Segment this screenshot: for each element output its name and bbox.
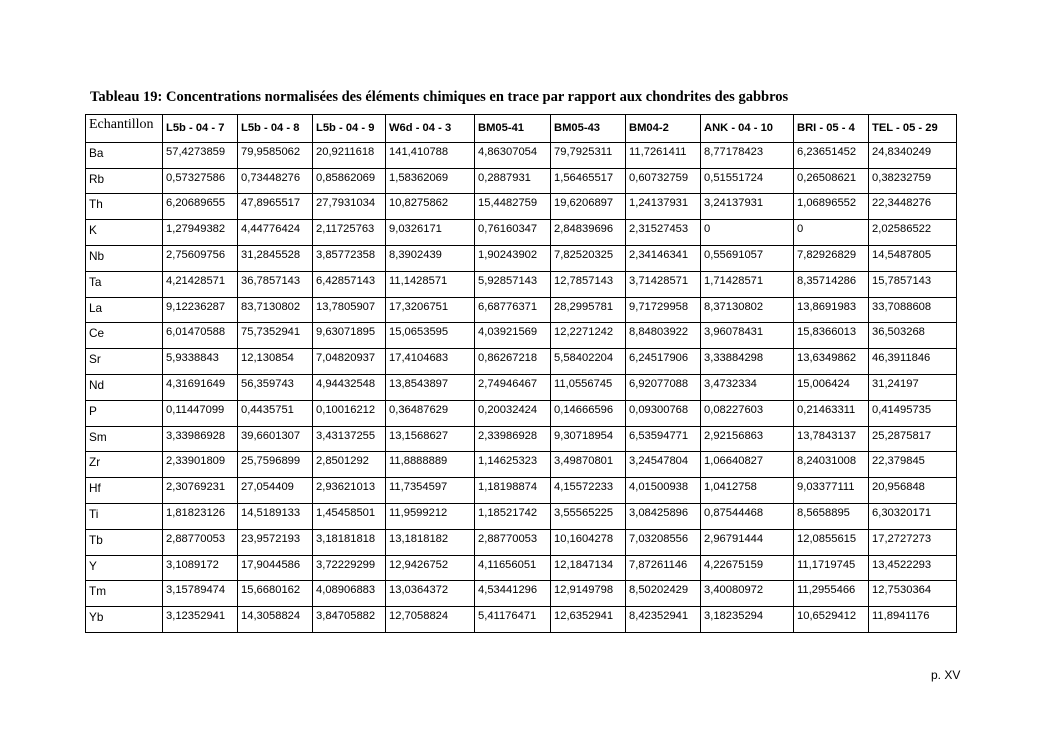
column-header: BM05-41 (475, 115, 551, 143)
value-cell: 36,7857143 (238, 271, 313, 297)
value-cell: 5,41176471 (475, 607, 551, 633)
table-row (86, 168, 957, 194)
value-cell: 12,1847134 (551, 555, 626, 581)
value-cell: 0,87544468 (701, 503, 794, 529)
value-cell: 4,01500938 (626, 478, 701, 504)
column-header: L5b - 04 - 7 (163, 115, 238, 143)
value-cell: 2,33986928 (475, 426, 551, 452)
value-cell: 1,24137931 (626, 194, 701, 220)
value-cell: 2,33901809 (163, 452, 238, 478)
value-cell: 3,18235294 (701, 607, 794, 633)
value-cell: 0,76160347 (475, 220, 551, 246)
value-cell: 0,09300768 (626, 400, 701, 426)
value-cell: 0,51551724 (701, 168, 794, 194)
value-cell: 27,054409 (238, 478, 313, 504)
value-cell: 19,6206897 (551, 194, 626, 220)
value-cell: 20,956848 (869, 478, 957, 504)
table-row (86, 220, 957, 246)
value-cell: 13,0364372 (386, 581, 475, 607)
value-cell: 12,9426752 (386, 555, 475, 581)
value-cell: 3,43137255 (313, 426, 386, 452)
value-cell: 8,24031008 (794, 452, 869, 478)
value-cell: 25,2875817 (869, 426, 957, 452)
value-cell: 12,130854 (238, 349, 313, 375)
value-cell: 1,81823126 (163, 503, 238, 529)
value-cell: 0,41495735 (869, 400, 957, 426)
value-cell: 2,96791444 (701, 529, 794, 555)
value-cell: 6,68776371 (475, 297, 551, 323)
column-header: W6d - 04 - 3 (386, 115, 475, 143)
value-cell: 4,53441296 (475, 581, 551, 607)
value-cell: 2,74946467 (475, 374, 551, 400)
value-cell: 17,4104683 (386, 349, 475, 375)
value-cell: 9,12236287 (163, 297, 238, 323)
value-cell: 7,82926829 (794, 245, 869, 271)
value-cell: 0,20032424 (475, 400, 551, 426)
element-label-cell: Ce (86, 323, 163, 349)
value-cell: 13,1568627 (386, 426, 475, 452)
value-cell: 25,7596899 (238, 452, 313, 478)
value-cell: 15,006424 (794, 374, 869, 400)
table-row (86, 400, 957, 426)
value-cell: 0,14666596 (551, 400, 626, 426)
element-label-cell: La (86, 297, 163, 323)
value-cell: 17,3206751 (386, 297, 475, 323)
value-cell: 1,14625323 (475, 452, 551, 478)
value-cell: 2,88770053 (163, 529, 238, 555)
value-cell: 5,92857143 (475, 271, 551, 297)
value-cell: 79,7925311 (551, 142, 626, 168)
value-cell: 57,4273859 (163, 142, 238, 168)
table-row (86, 607, 957, 633)
value-cell: 0,38232759 (869, 168, 957, 194)
value-cell: 9,71729958 (626, 297, 701, 323)
value-cell: 17,2727273 (869, 529, 957, 555)
page-number: p. XV (931, 668, 961, 682)
value-cell: 79,9585062 (238, 142, 313, 168)
value-cell: 4,11656051 (475, 555, 551, 581)
value-cell: 12,7530364 (869, 581, 957, 607)
value-cell: 2,02586522 (869, 220, 957, 246)
value-cell: 11,1428571 (386, 271, 475, 297)
element-label-cell: Yb (86, 607, 163, 633)
value-cell: 0,60732759 (626, 168, 701, 194)
value-cell: 7,82520325 (551, 245, 626, 271)
value-cell: 2,31527453 (626, 220, 701, 246)
value-cell: 8,35714286 (794, 271, 869, 297)
value-cell: 1,90243902 (475, 245, 551, 271)
value-cell: 6,42857143 (313, 271, 386, 297)
value-cell: 2,75609756 (163, 245, 238, 271)
value-cell: 0,10016212 (313, 400, 386, 426)
value-cell: 0,73448276 (238, 168, 313, 194)
value-cell: 2,30769231 (163, 478, 238, 504)
value-cell: 39,6601307 (238, 426, 313, 452)
value-cell: 10,8275862 (386, 194, 475, 220)
value-cell: 9,30718954 (551, 426, 626, 452)
value-cell: 13,1818182 (386, 529, 475, 555)
value-cell: 1,71428571 (701, 271, 794, 297)
value-cell: 3,84705882 (313, 607, 386, 633)
element-label-cell: Tm (86, 581, 163, 607)
value-cell: 1,0412758 (701, 478, 794, 504)
table-row (86, 452, 957, 478)
value-cell: 8,42352941 (626, 607, 701, 633)
value-cell: 11,0556745 (551, 374, 626, 400)
value-cell: 3,72229299 (313, 555, 386, 581)
value-cell: 8,77178423 (701, 142, 794, 168)
element-label-cell: Ba (86, 142, 163, 168)
value-cell: 0,21463311 (794, 400, 869, 426)
value-cell: 3,15789474 (163, 581, 238, 607)
value-cell: 12,2271242 (551, 323, 626, 349)
value-cell: 12,9149798 (551, 581, 626, 607)
value-cell: 8,50202429 (626, 581, 701, 607)
value-cell: 27,7931034 (313, 194, 386, 220)
element-label-cell: Nd (86, 374, 163, 400)
element-label-cell: Hf (86, 478, 163, 504)
element-label-cell: Rb (86, 168, 163, 194)
value-cell: 3,71428571 (626, 271, 701, 297)
value-cell: 15,4482759 (475, 194, 551, 220)
value-cell: 4,86307054 (475, 142, 551, 168)
value-cell: 4,15572233 (551, 478, 626, 504)
value-cell: 20,9211618 (313, 142, 386, 168)
value-cell: 3,49870801 (551, 452, 626, 478)
table-row (86, 297, 957, 323)
value-cell: 11,8888889 (386, 452, 475, 478)
table-row (86, 245, 957, 271)
value-cell: 15,7857143 (869, 271, 957, 297)
element-label-cell: Sm (86, 426, 163, 452)
value-cell: 1,56465517 (551, 168, 626, 194)
value-cell: 7,87261146 (626, 555, 701, 581)
value-cell: 141,410788 (386, 142, 475, 168)
table-row (86, 529, 957, 555)
value-cell: 4,21428571 (163, 271, 238, 297)
value-cell: 2,34146341 (626, 245, 701, 271)
value-cell: 3,4732334 (701, 374, 794, 400)
value-cell: 0,08227603 (701, 400, 794, 426)
value-cell: 6,53594771 (626, 426, 701, 452)
element-label-cell: Zr (86, 452, 163, 478)
value-cell: 7,03208556 (626, 529, 701, 555)
value-cell: 3,96078431 (701, 323, 794, 349)
value-cell: 3,12352941 (163, 607, 238, 633)
header-row (86, 115, 957, 143)
value-cell: 28,2995781 (551, 297, 626, 323)
value-cell: 9,63071895 (313, 323, 386, 349)
value-cell: 0,86267218 (475, 349, 551, 375)
table-caption: Tableau 19: Concentrations normalisées des éléments chimiques en trace par rapport aux chondrites des gabbros (90, 89, 789, 105)
value-cell: 2,88770053 (475, 529, 551, 555)
table-row (86, 426, 957, 452)
value-cell: 47,8965517 (238, 194, 313, 220)
value-cell: 0,2887931 (475, 168, 551, 194)
column-header: BM04-2 (626, 115, 701, 143)
element-label-cell: Th (86, 194, 163, 220)
table-body (86, 142, 957, 632)
value-cell: 31,24197 (869, 374, 957, 400)
value-cell: 3,40080972 (701, 581, 794, 607)
value-cell: 2,11725763 (313, 220, 386, 246)
value-cell: 1,18198874 (475, 478, 551, 504)
table-row (86, 194, 957, 220)
value-cell: 22,379845 (869, 452, 957, 478)
value-cell: 11,7354597 (386, 478, 475, 504)
value-cell: 12,0855615 (794, 529, 869, 555)
value-cell: 15,8366013 (794, 323, 869, 349)
value-cell: 3,33884298 (701, 349, 794, 375)
value-cell: 36,503268 (869, 323, 957, 349)
table-row (86, 271, 957, 297)
value-cell: 13,6349862 (794, 349, 869, 375)
table-row (86, 581, 957, 607)
value-cell: 46,3911846 (869, 349, 957, 375)
value-cell: 2,93621013 (313, 478, 386, 504)
value-cell: 8,5658895 (794, 503, 869, 529)
table-row (86, 349, 957, 375)
element-label-cell: K (86, 220, 163, 246)
value-cell: 6,20689655 (163, 194, 238, 220)
value-cell: 6,23651452 (794, 142, 869, 168)
value-cell: 3,24137931 (701, 194, 794, 220)
value-cell: 0,26508621 (794, 168, 869, 194)
value-cell: 3,24547804 (626, 452, 701, 478)
value-cell: 8,3902439 (386, 245, 475, 271)
value-cell: 0,85862069 (313, 168, 386, 194)
value-cell: 11,9599212 (386, 503, 475, 529)
element-label-cell: Tb (86, 529, 163, 555)
value-cell: 4,22675159 (701, 555, 794, 581)
value-cell: 4,03921569 (475, 323, 551, 349)
value-cell: 6,01470588 (163, 323, 238, 349)
value-cell: 1,18521742 (475, 503, 551, 529)
value-cell: 1,06640827 (701, 452, 794, 478)
column-header: Echantillon (86, 115, 163, 143)
column-header: TEL - 05 - 29 (869, 115, 957, 143)
value-cell: 13,8543897 (386, 374, 475, 400)
value-cell: 14,5487805 (869, 245, 957, 271)
value-cell: 7,04820937 (313, 349, 386, 375)
value-cell: 13,8691983 (794, 297, 869, 323)
value-cell: 17,9044586 (238, 555, 313, 581)
value-cell: 14,3058824 (238, 607, 313, 633)
column-header: L5b - 04 - 9 (313, 115, 386, 143)
value-cell: 13,7843137 (794, 426, 869, 452)
value-cell: 0,11447099 (163, 400, 238, 426)
value-cell: 11,2955466 (794, 581, 869, 607)
value-cell: 10,6529412 (794, 607, 869, 633)
value-cell: 1,45458501 (313, 503, 386, 529)
value-cell: 2,8501292 (313, 452, 386, 478)
value-cell: 1,27949382 (163, 220, 238, 246)
element-label-cell: P (86, 400, 163, 426)
value-cell: 15,0653595 (386, 323, 475, 349)
element-label-cell: Y (86, 555, 163, 581)
value-cell: 23,9572193 (238, 529, 313, 555)
value-cell: 1,58362069 (386, 168, 475, 194)
value-cell: 6,30320171 (869, 503, 957, 529)
column-header: BRI - 05 - 4 (794, 115, 869, 143)
value-cell: 12,6352941 (551, 607, 626, 633)
value-cell: 6,92077088 (626, 374, 701, 400)
column-header: L5b - 04 - 8 (238, 115, 313, 143)
value-cell: 8,84803922 (626, 323, 701, 349)
value-cell: 0,4435751 (238, 400, 313, 426)
value-cell: 15,6680162 (238, 581, 313, 607)
value-cell: 2,92156863 (701, 426, 794, 452)
value-cell: 24,8340249 (869, 142, 957, 168)
value-cell: 3,55565225 (551, 503, 626, 529)
value-cell: 11,1719745 (794, 555, 869, 581)
value-cell: 3,33986928 (163, 426, 238, 452)
element-label-cell: Sr (86, 349, 163, 375)
value-cell: 0 (701, 220, 794, 246)
value-cell: 2,84839696 (551, 220, 626, 246)
table-row (86, 555, 957, 581)
table-row (86, 478, 957, 504)
column-header: BM05-43 (551, 115, 626, 143)
value-cell: 13,7805907 (313, 297, 386, 323)
value-cell: 4,31691649 (163, 374, 238, 400)
value-cell: 3,18181818 (313, 529, 386, 555)
value-cell: 0,55691057 (701, 245, 794, 271)
value-cell: 6,24517906 (626, 349, 701, 375)
value-cell: 4,08906883 (313, 581, 386, 607)
value-cell: 1,06896552 (794, 194, 869, 220)
value-cell: 33,7088608 (869, 297, 957, 323)
value-cell: 4,94432548 (313, 374, 386, 400)
value-cell: 11,7261411 (626, 142, 701, 168)
table-row (86, 142, 957, 168)
value-cell: 9,03377111 (794, 478, 869, 504)
value-cell: 12,7058824 (386, 607, 475, 633)
value-cell: 0 (794, 220, 869, 246)
value-cell: 0,36487629 (386, 400, 475, 426)
value-cell: 10,1604278 (551, 529, 626, 555)
value-cell: 0,57327586 (163, 168, 238, 194)
column-header: ANK - 04 - 10 (701, 115, 794, 143)
value-cell: 22,3448276 (869, 194, 957, 220)
value-cell: 5,58402204 (551, 349, 626, 375)
element-label-cell: Nb (86, 245, 163, 271)
value-cell: 3,1089172 (163, 555, 238, 581)
value-cell: 8,37130802 (701, 297, 794, 323)
value-cell: 4,44776424 (238, 220, 313, 246)
value-cell: 12,7857143 (551, 271, 626, 297)
concentration-table (85, 114, 957, 633)
value-cell: 9,0326171 (386, 220, 475, 246)
table-row (86, 503, 957, 529)
table-row (86, 323, 957, 349)
value-cell: 56,359743 (238, 374, 313, 400)
value-cell: 13,4522293 (869, 555, 957, 581)
value-cell: 3,85772358 (313, 245, 386, 271)
value-cell: 5,9338843 (163, 349, 238, 375)
value-cell: 11,8941176 (869, 607, 957, 633)
element-label-cell: Ta (86, 271, 163, 297)
element-label-cell: Ti (86, 503, 163, 529)
value-cell: 3,08425896 (626, 503, 701, 529)
value-cell: 31,2845528 (238, 245, 313, 271)
value-cell: 14,5189133 (238, 503, 313, 529)
value-cell: 75,7352941 (238, 323, 313, 349)
value-cell: 83,7130802 (238, 297, 313, 323)
table-row (86, 374, 957, 400)
